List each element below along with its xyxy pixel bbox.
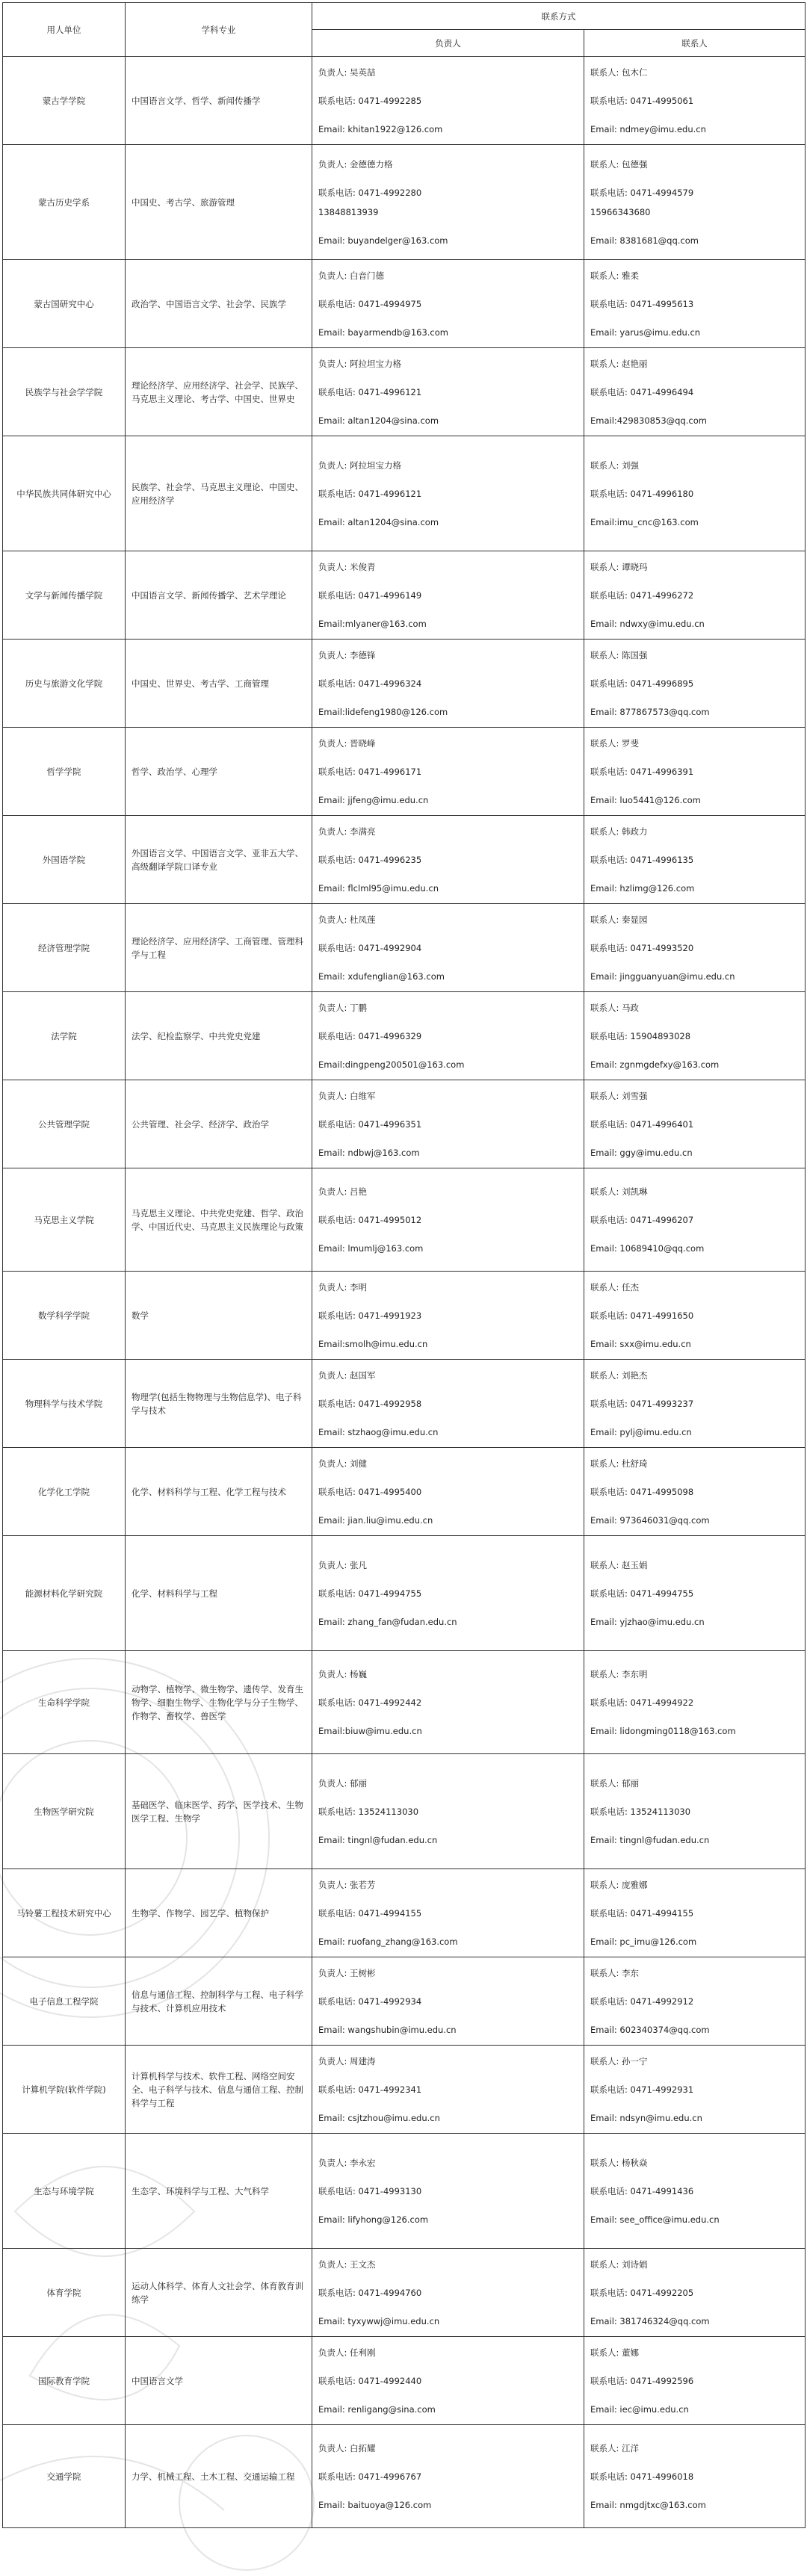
head-cell <box>312 551 584 640</box>
table-row <box>3 992 806 1080</box>
major-cell: 哲学、政治学、心理学 <box>126 728 312 816</box>
table-row <box>3 348 806 436</box>
head-name: 负责人: 杜凤莲 <box>318 914 376 925</box>
head-phone: 联系电话: 0471-4996121 <box>318 488 422 499</box>
unit-cell: 化学化工学院 <box>3 1448 126 1536</box>
head-phone: 联系电话: 0471-4996324 <box>318 678 422 689</box>
head-name: 负责人: 任利刚 <box>318 2347 376 2358</box>
major-cell: 法学、纪检监察学、中共党史党建 <box>126 992 312 1080</box>
head-cell <box>312 145 584 260</box>
liaison-email[interactable]: Email: pylj@imu.edu.cn <box>590 1426 692 1437</box>
liaison-phone: 联系电话: 15904893028 <box>590 1030 691 1041</box>
head-email[interactable]: Email: ndbwj@163.com <box>318 1147 420 1158</box>
major-cell: 计算机科学与技术、软件工程、网络空间安全、电子科学与技术、信息与通信工程、控制科学与工程 <box>126 2046 312 2134</box>
head-email[interactable]: Email: renligang@sina.com <box>318 2403 436 2415</box>
liaison-cell <box>584 145 806 260</box>
head-name: 负责人: 李德锋 <box>318 649 376 660</box>
table-row <box>3 1869 806 1957</box>
head-cell <box>312 1080 584 1168</box>
liaison-email[interactable]: Email: 381746324@qq.com <box>590 2315 710 2326</box>
head-cell <box>312 2425 584 2528</box>
liaison-cell <box>584 1360 806 1448</box>
liaison-cell <box>584 1448 806 1536</box>
table-row <box>3 2134 806 2249</box>
liaison-name: 联系人: 任杰 <box>590 1281 640 1292</box>
head-phone: 联系电话: 0471-4992280 <box>318 187 422 198</box>
liaison-cell <box>584 1536 806 1651</box>
header-major: 学科专业 <box>126 3 312 57</box>
liaison-phone: 联系电话: 0471-4993520 <box>590 942 694 953</box>
table-row <box>3 1957 806 2046</box>
liaison-email[interactable]: Email: jingguanyuan@imu.edu.cn <box>590 970 735 982</box>
head-phone: 联系电话: 0471-4996767 <box>318 2471 422 2482</box>
liaison-name: 联系人: 庞雅娜 <box>590 1879 648 1890</box>
table-row <box>3 1651 806 1754</box>
liaison-name: 联系人: 罗斐 <box>590 737 640 749</box>
major-cell: 中国语言文学 <box>126 2337 312 2425</box>
major-cell: 中国语言文学、新闻传播学、艺术学理论 <box>126 551 312 640</box>
liaison-cell <box>584 2249 806 2337</box>
head-phone: 联系电话: 0471-4992341 <box>318 2084 422 2095</box>
contacts-table <box>2 2 806 2528</box>
table-row <box>3 904 806 992</box>
major-cell: 生态学、环境科学与工程、大气科学 <box>126 2134 312 2249</box>
table-row <box>3 1754 806 1869</box>
liaison-cell <box>584 2425 806 2528</box>
head-cell <box>312 348 584 436</box>
head-phone: 联系电话: 0471-4996121 <box>318 386 422 397</box>
head-phone: 联系电话: 0471-4992958 <box>318 1398 422 1409</box>
table-row <box>3 2249 806 2337</box>
unit-cell: 体育学院 <box>3 2249 126 2337</box>
liaison-phone: 联系电话: 0471-4992205 <box>590 2287 694 2298</box>
liaison-name: 联系人: 陈国强 <box>590 649 648 660</box>
liaison-cell <box>584 1957 806 2046</box>
liaison-phone: 联系电话: 0471-4996207 <box>590 1214 694 1225</box>
table-row <box>3 1080 806 1168</box>
major-cell: 数学 <box>126 1272 312 1360</box>
liaison-cell <box>584 904 806 992</box>
table-row <box>3 1448 806 1536</box>
liaison-phone: 联系电话: 0471-4992596 <box>590 2375 694 2386</box>
head-phone: 联系电话: 0471-4994760 <box>318 2287 422 2298</box>
head-cell <box>312 1168 584 1272</box>
liaison-name: 联系人: 杨秋焱 <box>590 2157 648 2168</box>
liaison-phone: 联系电话: 0471-4991436 <box>590 2185 694 2196</box>
liaison-name: 联系人: 孙一宁 <box>590 2055 648 2066</box>
major-cell: 化学、材料科学与工程 <box>126 1536 312 1651</box>
liaison-cell <box>584 1754 806 1869</box>
head-name: 负责人: 白拓耀 <box>318 2442 376 2453</box>
major-cell: 马克思主义理论、中共党史党建、哲学、政治学、中国近代史、马克思主义民族理论与政策 <box>126 1168 312 1272</box>
liaison-name: 联系人: 李东明 <box>590 1668 648 1679</box>
head-name: 负责人: 王文杰 <box>318 2258 376 2270</box>
table-row <box>3 57 806 145</box>
head-phone: 联系电话: 0471-4991923 <box>318 1310 422 1321</box>
head-email[interactable]: Email: ruofang_zhang@163.com <box>318 1936 458 1947</box>
unit-cell: 生态与环境学院 <box>3 2134 126 2249</box>
header-head: 负责人 <box>312 30 584 57</box>
unit-cell: 数学科学学院 <box>3 1272 126 1360</box>
head-cell <box>312 1448 584 1536</box>
liaison-email[interactable]: Email: zgnmgdefxy@163.com <box>590 1059 720 1070</box>
liaison-cell <box>584 728 806 816</box>
major-cell: 化学、材料科学与工程、化学工程与技术 <box>126 1448 312 1536</box>
liaison-cell <box>584 57 806 145</box>
liaison-cell <box>584 260 806 348</box>
table-row <box>3 2046 806 2134</box>
table-row <box>3 1168 806 1272</box>
head-name: 负责人: 丁鹏 <box>318 1002 368 1013</box>
unit-cell: 历史与旅游文化学院 <box>3 640 126 728</box>
head-name: 负责人: 赵国军 <box>318 1369 376 1381</box>
head-cell <box>312 57 584 145</box>
head-cell <box>312 728 584 816</box>
liaison-cell <box>584 348 806 436</box>
liaison-phone: 联系电话: 0471-4996135 <box>590 854 694 865</box>
head-name: 负责人: 白音门德 <box>318 270 385 281</box>
liaison-name: 联系人: 刘诗娟 <box>590 2258 648 2270</box>
unit-cell: 能源材料化学研究院 <box>3 1536 126 1651</box>
table-row <box>3 1360 806 1448</box>
head-cell <box>312 1869 584 1957</box>
header-liaison: 联系人 <box>584 30 806 57</box>
head-email[interactable]: Email: jjfeng@imu.edu.cn <box>318 794 429 805</box>
head-cell <box>312 1957 584 2046</box>
major-cell: 基础医学、临床医学、药学、医学技术、生物医学工程、生物学 <box>126 1754 312 1869</box>
head-email[interactable]: Email: flclml95@imu.edu.cn <box>318 882 439 894</box>
liaison-cell <box>584 436 806 551</box>
table-row <box>3 1272 806 1360</box>
liaison-cell <box>584 551 806 640</box>
liaison-cell <box>584 1869 806 1957</box>
liaison-cell <box>584 1080 806 1168</box>
unit-cell: 生物医学研究院 <box>3 1754 126 1869</box>
header-unit: 用人单位 <box>3 3 126 57</box>
liaison-name: 联系人: 杜舒琦 <box>590 1458 648 1469</box>
liaison-cell <box>584 1168 806 1272</box>
header-contact: 联系方式 <box>312 3 806 30</box>
major-cell: 公共管理、社会学、经济学、政治学 <box>126 1080 312 1168</box>
head-phone: 联系电话: 0471-4996351 <box>318 1118 422 1130</box>
table-row <box>3 145 806 260</box>
liaison-name: 联系人: 包木仁 <box>590 66 648 78</box>
liaison-phone: 联系电话: 0471-4996272 <box>590 589 694 601</box>
head-name: 负责人: 金德德力格 <box>318 158 393 170</box>
liaison-email[interactable]: Email:imu_cnc@163.com <box>590 516 699 527</box>
liaison-cell <box>584 640 806 728</box>
head-cell <box>312 260 584 348</box>
liaison-name: 联系人: 马政 <box>590 1002 640 1013</box>
liaison-name: 联系人: 韩政力 <box>590 826 648 837</box>
head-name: 负责人: 周建涛 <box>318 2055 376 2066</box>
liaison-name: 联系人: 董娜 <box>590 2347 640 2358</box>
major-cell: 力学、机械工程、土木工程、交通运输工程 <box>126 2425 312 2528</box>
head-email[interactable]: Email: tyxywwj@imu.edu.cn <box>318 2315 440 2326</box>
head-name: 负责人: 吕艳 <box>318 1186 368 1197</box>
head-email[interactable]: Email: stzhaog@imu.edu.cn <box>318 1426 439 1437</box>
major-cell: 中国语言文学、哲学、新闻传播学 <box>126 57 312 145</box>
table-row <box>3 728 806 816</box>
liaison-phone: 联系电话: 0471-4996401 <box>590 1118 694 1130</box>
liaison-email[interactable]: Email: hzlimg@126.com <box>590 882 695 894</box>
head-name: 负责人: 郁丽 <box>318 1777 368 1789</box>
table-row <box>3 640 806 728</box>
liaison-cell <box>584 2046 806 2134</box>
liaison-name: 联系人: 郁丽 <box>590 1777 640 1789</box>
liaison-phone: 联系电话: 0471-4995061 <box>590 95 694 106</box>
table-row <box>3 2337 806 2425</box>
liaison-email[interactable]: Email: nmgdjtxc@163.com <box>590 2499 706 2510</box>
head-email[interactable]: Email: zhang_fan@fudan.edu.cn <box>318 1616 457 1627</box>
liaison-phone: 联系电话: 0471-4994755 <box>590 1588 694 1599</box>
liaison-name: 联系人: 江洋 <box>590 2442 640 2453</box>
head-email[interactable]: Email: baituoya@126.com <box>318 2499 432 2510</box>
liaison-cell <box>584 2337 806 2425</box>
liaison-name: 联系人: 刘凯琳 <box>590 1186 648 1197</box>
head-cell <box>312 2046 584 2134</box>
head-phone: 联系电话: 0471-4994155 <box>318 1907 422 1919</box>
liaison-name: 联系人: 秦显园 <box>590 914 648 925</box>
head-email[interactable]: Email: buyandelger@163.com <box>318 235 448 246</box>
liaison-cell <box>584 1651 806 1754</box>
liaison-phone: 联系电话: 0471-4995098 <box>590 1486 694 1497</box>
unit-cell: 外国语学院 <box>3 816 126 904</box>
major-cell: 物理学(包括生物物理与生物信息学)、电子科学与技术 <box>126 1360 312 1448</box>
liaison-email[interactable]: Email: 10689410@qq.com <box>590 1242 705 1254</box>
liaison-name: 联系人: 李东 <box>590 1967 640 1978</box>
major-cell: 外国语言文学、中国语言文学、亚非五大学、高级翻译学院口译专业 <box>126 816 312 904</box>
liaison-email[interactable]: Email: see_office@imu.edu.cn <box>590 2214 720 2225</box>
table-row <box>3 2425 806 2528</box>
liaison-phone: 联系电话: 0471-4994922 <box>590 1697 694 1708</box>
major-cell: 民族学、社会学、马克思主义理论、中国史、应用经济学 <box>126 436 312 551</box>
head-email[interactable]: Email: tingnl@fudan.edu.cn <box>318 1834 438 1845</box>
liaison-email[interactable]: Email: 602340374@qq.com <box>590 2024 710 2035</box>
head-phone: 联系电话: 0471-4996171 <box>318 766 422 777</box>
head-phone: 联系电话: 0471-4995400 <box>318 1486 422 1497</box>
liaison-extra: 15966343680 <box>590 206 651 217</box>
head-name: 负责人: 米俊青 <box>318 561 376 572</box>
major-cell: 理论经济学、应用经济学、工商管理、管理科学与工程 <box>126 904 312 992</box>
head-extra: 13848813939 <box>318 206 379 217</box>
liaison-email[interactable]: Email: 973646031@qq.com <box>590 1514 710 1526</box>
unit-cell: 文学与新闻传播学院 <box>3 551 126 640</box>
head-phone: 联系电话: 0471-4992442 <box>318 1697 422 1708</box>
unit-cell: 国际教育学院 <box>3 2337 126 2425</box>
major-cell: 中国史、考古学、旅游管理 <box>126 145 312 260</box>
major-cell: 信息与通信工程、控制科学与工程、电子科学与技术、计算机应用技术 <box>126 1957 312 2046</box>
unit-cell: 物理科学与技术学院 <box>3 1360 126 1448</box>
liaison-email[interactable]: Email: ndwxy@imu.edu.cn <box>590 618 705 629</box>
head-email[interactable]: Email: wangshubin@imu.edu.cn <box>318 2024 457 2035</box>
head-name: 负责人: 张若芳 <box>318 1879 376 1890</box>
unit-cell: 生命科学学院 <box>3 1651 126 1754</box>
liaison-phone: 联系电话: 0471-4992912 <box>590 1996 694 2007</box>
head-email[interactable]: Email: xdufenglian@163.com <box>318 970 445 982</box>
head-phone: 联系电话: 0471-4992285 <box>318 95 422 106</box>
head-name: 负责人: 王树彬 <box>318 1967 376 1978</box>
head-email[interactable]: Email:smolh@imu.edu.cn <box>318 1338 428 1349</box>
unit-cell: 交通学院 <box>3 2425 126 2528</box>
head-name: 负责人: 李明 <box>318 1281 368 1292</box>
liaison-phone: 联系电话: 0471-4996180 <box>590 488 694 499</box>
liaison-phone: 联系电话: 0471-4994579 <box>590 187 694 198</box>
liaison-name: 联系人: 刘雪强 <box>590 1090 648 1101</box>
unit-cell: 马克思主义学院 <box>3 1168 126 1272</box>
table-row <box>3 816 806 904</box>
head-phone: 联系电话: 0471-4994755 <box>318 1588 422 1599</box>
liaison-email[interactable]: Email: tingnl@fudan.edu.cn <box>590 1834 710 1845</box>
liaison-phone: 联系电话: 0471-4996895 <box>590 678 694 689</box>
major-cell: 生物学、作物学、园艺学、植物保护 <box>126 1869 312 1957</box>
unit-cell: 哲学学院 <box>3 728 126 816</box>
head-name: 负责人: 李永宏 <box>318 2157 376 2168</box>
liaison-name: 联系人: 刘艳杰 <box>590 1369 648 1381</box>
head-phone: 联系电话: 0471-4996235 <box>318 854 422 865</box>
major-cell: 动物学、植物学、微生物学、遗传学、发育生物学、细胞生物学、生物化学与分子生物学、作物学、畜牧学、兽医学 <box>126 1651 312 1754</box>
unit-cell: 中华民族共同体研究中心 <box>3 436 126 551</box>
head-name: 负责人: 杨巍 <box>318 1668 368 1679</box>
head-email[interactable]: Email: altan1204@sina.com <box>318 516 439 527</box>
unit-cell: 马铃薯工程技术研究中心 <box>3 1869 126 1957</box>
liaison-name: 联系人: 谭晓玛 <box>590 561 648 572</box>
head-email[interactable]: Email:mlyaner@163.com <box>318 618 427 629</box>
liaison-email[interactable]: Email: 8381681@qq.com <box>590 235 699 246</box>
unit-cell: 经济管理学院 <box>3 904 126 992</box>
liaison-phone: 联系电话: 13524113030 <box>590 1806 691 1817</box>
liaison-phone: 联系电话: 0471-4994155 <box>590 1907 694 1919</box>
liaison-phone: 联系电话: 0471-4996391 <box>590 766 694 777</box>
head-email[interactable]: Email: csjtzhou@imu.edu.cn <box>318 2112 440 2123</box>
liaison-cell <box>584 1272 806 1360</box>
head-name: 负责人: 张凡 <box>318 1559 368 1570</box>
head-name: 负责人: 阿拉坦宝力格 <box>318 459 402 471</box>
head-name: 负责人: 刘健 <box>318 1458 368 1469</box>
liaison-cell <box>584 992 806 1080</box>
table-row <box>3 436 806 551</box>
liaison-phone: 联系电话: 0471-4996494 <box>590 386 694 397</box>
unit-cell: 蒙古历史学系 <box>3 145 126 260</box>
head-email[interactable]: Email: lmumlj@163.com <box>318 1242 424 1254</box>
head-cell <box>312 2249 584 2337</box>
liaison-email[interactable]: Email: lidongming0118@163.com <box>590 1725 736 1736</box>
head-cell <box>312 1536 584 1651</box>
liaison-email[interactable]: Email: ggy@imu.edu.cn <box>590 1147 693 1158</box>
liaison-phone: 联系电话: 0471-4993237 <box>590 1398 694 1409</box>
head-email[interactable]: Email: khitan1922@126.com <box>318 123 443 134</box>
head-phone: 联系电话: 0471-4992934 <box>318 1996 422 2007</box>
head-name: 负责人: 李满亮 <box>318 826 376 837</box>
major-cell: 运动人体科学、体育人文社会学、体育教育训练学 <box>126 2249 312 2337</box>
head-email[interactable]: Email: jian.liu@imu.edu.cn <box>318 1514 433 1526</box>
head-phone: 联系电话: 0471-4994975 <box>318 298 422 309</box>
liaison-email[interactable]: Email: 877867573@qq.com <box>590 706 710 717</box>
head-email[interactable]: Email:dingpeng200501@163.com <box>318 1059 465 1070</box>
head-phone: 联系电话: 0471-4992440 <box>318 2375 422 2386</box>
head-phone: 联系电话: 0471-4996149 <box>318 589 422 601</box>
head-cell <box>312 1360 584 1448</box>
liaison-email[interactable]: Email: yjzhao@imu.edu.cn <box>590 1616 705 1627</box>
liaison-name: 联系人: 赵艳丽 <box>590 358 648 369</box>
head-name: 负责人: 晋晓峰 <box>318 737 376 749</box>
major-cell: 理论经济学、应用经济学、社会学、民族学、马克思主义理论、考古学、中国史、世界史 <box>126 348 312 436</box>
head-phone: 联系电话: 0471-4992904 <box>318 942 422 953</box>
liaison-cell <box>584 2134 806 2249</box>
unit-cell: 民族学与社会学学院 <box>3 348 126 436</box>
unit-cell: 电子信息工程学院 <box>3 1957 126 2046</box>
unit-cell: 蒙古学学院 <box>3 57 126 145</box>
major-cell: 政治学、中国语言文学、社会学、民族学 <box>126 260 312 348</box>
liaison-email[interactable]: Email: iec@imu.edu.cn <box>590 2403 689 2415</box>
liaison-email[interactable]: Email: yarus@imu.edu.cn <box>590 326 701 338</box>
liaison-phone: 联系电话: 0471-4991650 <box>590 1310 694 1321</box>
table-body <box>3 57 806 2528</box>
head-email[interactable]: Email: altan1204@sina.com <box>318 415 439 426</box>
liaison-email[interactable]: Email: pc_imu@126.com <box>590 1936 697 1947</box>
head-phone: 联系电话: 0471-4993130 <box>318 2185 422 2196</box>
unit-cell: 法学院 <box>3 992 126 1080</box>
head-phone: 联系电话: 0471-4995012 <box>318 1214 422 1225</box>
table-row <box>3 1536 806 1651</box>
liaison-phone: 联系电话: 0471-4992931 <box>590 2084 694 2095</box>
head-name: 负责人: 吴英喆 <box>318 66 376 78</box>
unit-cell: 公共管理学院 <box>3 1080 126 1168</box>
head-cell <box>312 2134 584 2249</box>
liaison-name: 联系人: 雅柔 <box>590 270 640 281</box>
head-cell <box>312 640 584 728</box>
table-row <box>3 260 806 348</box>
head-email[interactable]: Email: lifyhong@126.com <box>318 2214 429 2225</box>
head-name: 负责人: 白维军 <box>318 1090 376 1101</box>
liaison-email[interactable]: Email: sxx@imu.edu.cn <box>590 1338 691 1349</box>
liaison-phone: 联系电话: 0471-4996018 <box>590 2471 694 2482</box>
unit-cell: 计算机学院(软件学院) <box>3 2046 126 2134</box>
liaison-cell <box>584 816 806 904</box>
head-phone: 联系电话: 0471-4996329 <box>318 1030 422 1041</box>
liaison-email[interactable]: Email: ndmey@imu.edu.cn <box>590 123 706 134</box>
liaison-email[interactable]: Email: ndsyn@imu.edu.cn <box>590 2112 702 2123</box>
head-cell <box>312 816 584 904</box>
major-cell: 中国史、世界史、考古学、工商管理 <box>126 640 312 728</box>
head-phone: 联系电话: 13524113030 <box>318 1806 419 1817</box>
liaison-name: 联系人: 刘强 <box>590 459 640 471</box>
head-email[interactable]: Email:biuw@imu.edu.cn <box>318 1725 422 1736</box>
head-cell <box>312 992 584 1080</box>
head-email[interactable]: Email: bayarmendb@163.com <box>318 326 448 338</box>
liaison-email[interactable]: Email: luo5441@126.com <box>590 794 701 805</box>
head-cell <box>312 436 584 551</box>
head-email[interactable]: Email:lidefeng1980@126.com <box>318 706 448 717</box>
head-cell <box>312 904 584 992</box>
head-cell <box>312 2337 584 2425</box>
liaison-name: 联系人: 包德强 <box>590 158 648 170</box>
liaison-email[interactable]: Email:429830853@qq.com <box>590 415 707 426</box>
table-row <box>3 551 806 640</box>
head-cell <box>312 1651 584 1754</box>
liaison-name: 联系人: 赵玉娟 <box>590 1559 648 1570</box>
head-name: 负责人: 阿拉坦宝力格 <box>318 358 402 369</box>
unit-cell: 蒙古国研究中心 <box>3 260 126 348</box>
head-cell <box>312 1754 584 1869</box>
liaison-phone: 联系电话: 0471-4995613 <box>590 298 694 309</box>
head-cell <box>312 1272 584 1360</box>
